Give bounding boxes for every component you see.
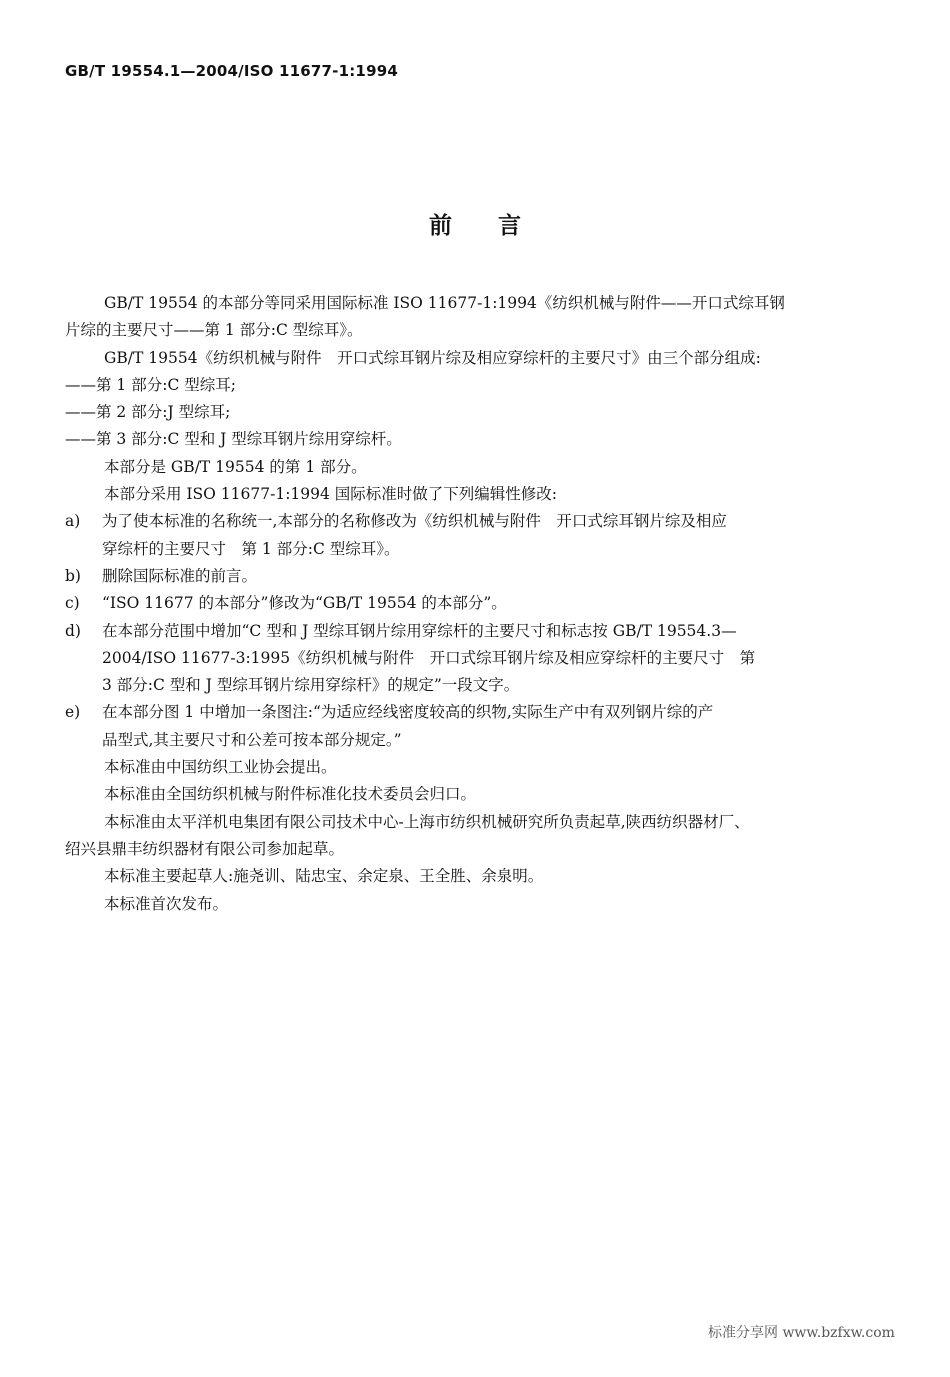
item-d-text-line-3: 3 部分:C 型和 J 型综耳钢片综用穿综杆》的规定”一段文字。 bbox=[102, 676, 520, 695]
modification-item-c bbox=[65, 590, 874, 617]
paragraph-proposed-by: 本标准由中国纺织工业协会提出。 bbox=[104, 758, 337, 777]
part-list-item-1: ——第 1 部分:C 型综耳; bbox=[65, 375, 236, 394]
item-e-text-line-2: 品型式,其主要尺寸和公差可按本部分规定。” bbox=[102, 730, 402, 749]
paragraph-drafters: 本标准主要起草人:施尧训、陆忠宝、余定泉、王全胜、余泉明。 bbox=[104, 867, 544, 886]
item-label-e: e) bbox=[65, 703, 81, 722]
standard-number-header: GB/T 19554.1—2004/ISO 11677-1:1994 bbox=[65, 62, 398, 80]
paragraph-modifications-intro: 本部分采用 ISO 11677-1:1994 国际标准时做了下列编辑性修改: bbox=[104, 485, 558, 504]
item-a-text-line-1: 为了使本标准的名称统一,本部分的名称修改为《纺织机械与附件 开口式综耳钢片综及相应 bbox=[102, 512, 727, 531]
paragraph-drafting-org-line-1: 本标准由太平洋机电集团有限公司技术中心-上海市纺织机械研究所负责起草,陕西纺织器材厂、 bbox=[104, 812, 750, 831]
paragraph-composition: GB/T 19554《纺织机械与附件 开口式综耳钢片综及相应穿综杆的主要尺寸》由三个部分组成: bbox=[104, 348, 761, 367]
paragraph-drafting-org-line-2: 绍兴县鼎丰纺织器材有限公司参加起草。 bbox=[65, 839, 345, 858]
part-list-item-3: ——第 3 部分:C 型和 J 型综耳钢片综用穿综杆。 bbox=[65, 430, 402, 449]
item-label-a: a) bbox=[65, 512, 81, 531]
modification-item-e bbox=[65, 699, 874, 726]
paragraph-adoption-line-1: GB/T 19554 的本部分等同采用国际标准 ISO 11677-1:1994《纺织机械与附件——开口式综耳钢 bbox=[104, 294, 785, 312]
item-label-d: d) bbox=[65, 621, 81, 640]
modification-item-d-cont-1 bbox=[65, 645, 874, 672]
modification-item-b bbox=[65, 563, 874, 590]
item-label-c: c) bbox=[65, 594, 80, 613]
item-c-text: “ISO 11677 的本部分”修改为“GB/T 19554 的本部分”。 bbox=[102, 594, 507, 613]
watermark-footer: 标准分享网 www.bzfxw.com bbox=[708, 1325, 895, 1341]
page-title: 前言 bbox=[429, 213, 567, 239]
item-b-text: 删除国际标准的前言。 bbox=[102, 566, 258, 585]
paragraph-part-statement: 本部分是 GB/T 19554 的第 1 部分。 bbox=[104, 457, 367, 476]
modification-item-a-cont bbox=[65, 536, 874, 563]
modification-item-e-cont bbox=[65, 727, 874, 754]
item-label-b: b) bbox=[65, 566, 81, 585]
modification-item-d bbox=[65, 618, 874, 645]
paragraph-centralized-by: 本标准由全国纺织机械与附件标准化技术委员会归口。 bbox=[104, 785, 477, 804]
item-d-text-line-2: 2004/ISO 11677-3:1995《纺织机械与附件 开口式综耳钢片综及相应穿综杆的主要尺寸 第 bbox=[102, 648, 756, 667]
foreword-body bbox=[65, 290, 874, 918]
part-list-item-2: ——第 2 部分:J 型综耳; bbox=[65, 403, 231, 422]
paragraph-first-release: 本标准首次发布。 bbox=[104, 894, 229, 913]
item-d-text-line-1: 在本部分范围中增加“C 型和 J 型综耳钢片综用穿综杆的主要尺寸和标志按 GB/T 19554.3— bbox=[102, 621, 737, 640]
modification-item-d-cont-2 bbox=[65, 672, 874, 699]
modification-item-a bbox=[65, 508, 874, 535]
item-a-text-line-2: 穿综杆的主要尺寸 第 1 部分:C 型综耳》。 bbox=[102, 539, 400, 558]
item-e-text-line-1: 在本部分图 1 中增加一条图注:“为适应经线密度较高的织物,实际生产中有双列钢片综的产 bbox=[102, 703, 714, 722]
paragraph-adoption-line-2: 片综的主要尺寸——第 1 部分:C 型综耳》。 bbox=[65, 321, 363, 340]
